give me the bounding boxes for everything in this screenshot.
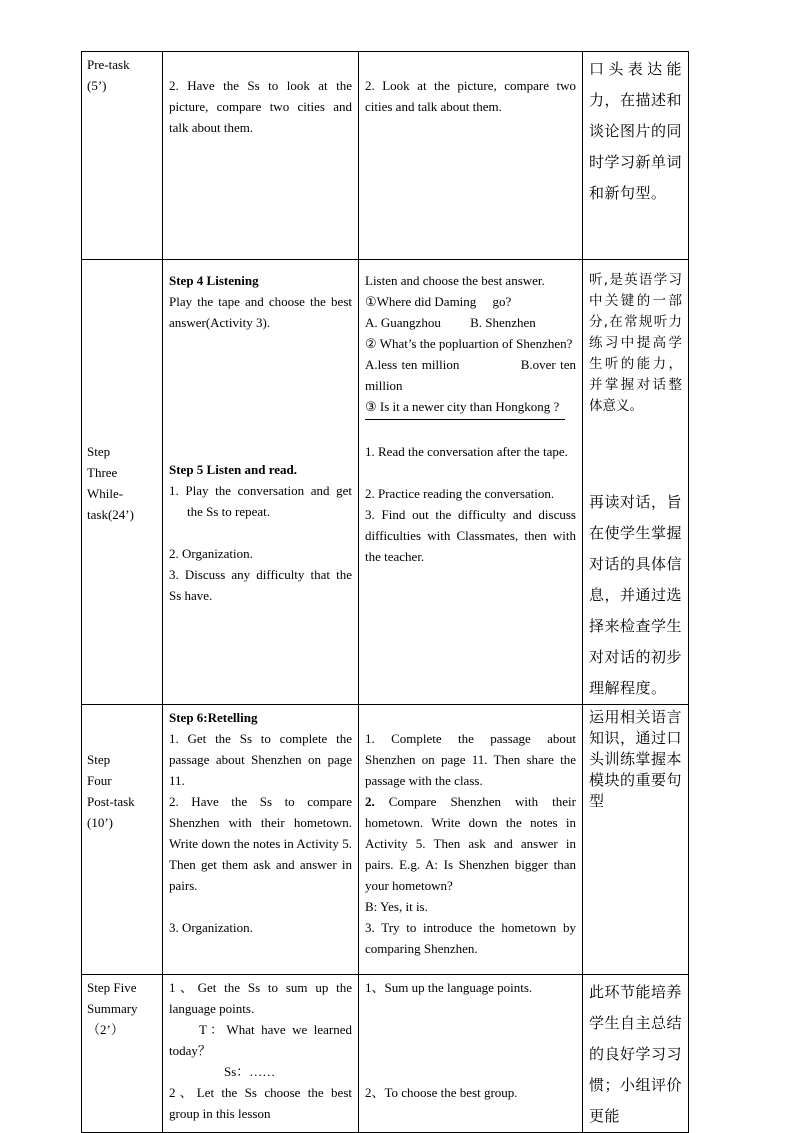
stage-cell (82, 975, 163, 1133)
teacher-activity-cell (163, 260, 359, 705)
dialogue-line: T：What have we learned today？ (169, 1022, 352, 1058)
teacher-activity-item: 3. Discuss any difficulty that the Ss have. (169, 567, 352, 603)
student-activity-item: 2. Practice reading the conversation. (365, 486, 555, 501)
purpose-cell (583, 260, 689, 705)
teacher-activity-text: 2. Have the Ss to look at the picture, compare two cities and talk about them. (169, 78, 352, 135)
teacher-activity-cell (163, 52, 359, 260)
student-activity-cell (359, 52, 583, 260)
dialogue-line: Ss：…… (224, 1064, 276, 1079)
step-title: Step 6:Retelling (169, 710, 258, 725)
teacher-activity-item: 2. Organization. (169, 546, 253, 561)
student-activity-item: 3. Find out the difficulty and discuss difficulties with Classmates, then with the teacher. (365, 507, 576, 564)
student-activity-cell (359, 260, 583, 705)
stage-label: Step (87, 752, 111, 767)
table-row (82, 260, 689, 705)
table-row (82, 975, 689, 1133)
stage-label: Four (87, 773, 112, 788)
teacher-activity-item: 1、Get the Ss to sum up the language points. (169, 980, 352, 1016)
answer-line (365, 419, 565, 420)
item-number: 2. (365, 794, 375, 809)
stage-label: Pre-task (87, 57, 130, 72)
teacher-activity-item: 1. Play the conversation and get the Ss to repeat. (169, 483, 352, 519)
question-options: A.less ten million B.over ten million (365, 357, 580, 393)
teacher-activity-item: 2、Let the Ss choose the best group in this lesson (169, 1085, 352, 1121)
student-activity-item (365, 791, 576, 896)
stage-label: While- (87, 486, 124, 501)
purpose-text: 口头表达能力，在描述和谈论图片的同时学习新单词和新句型。 (589, 60, 683, 202)
item-text: Compare Shenzhen with their hometown. Write down the notes in Activity 5. Then ask and answer in pairs. E.g. A: Is Shenzhen bigger than your hometown? (365, 794, 576, 893)
question: ①Where did Daming go? (365, 294, 512, 309)
stage-time: (5’) (87, 78, 107, 93)
stage-label: Post-task (87, 794, 135, 809)
question-options: A. Guangzhou B. Shenzhen (365, 315, 536, 330)
student-activity-item: 2、To choose the best group. (365, 1085, 518, 1100)
student-activity-cell (359, 975, 583, 1133)
question: ③ Is it a newer city than Hongkong ? (365, 399, 560, 414)
step-title: Step 4 Listening (169, 273, 259, 288)
student-activity-text: 2. Look at the picture, compare two cities and talk about them. (365, 78, 576, 114)
stage-time: (10’) (87, 815, 113, 830)
stage-label: Step (87, 444, 111, 459)
stage-cell (82, 52, 163, 260)
teacher-activity-cell (163, 705, 359, 975)
student-activity-text: Listen and choose the best answer. (365, 273, 545, 288)
stage-label: Step Five (87, 980, 137, 995)
purpose-text: 听,是英语学习中关键的一部分,在常规听力练习中提高学生听的能力，并掌握对话整体意义。 (589, 272, 682, 414)
dialogue-line: B: Yes, it is. (365, 899, 428, 914)
stage-label: Three (87, 465, 118, 480)
stage-label: Summary (87, 1001, 138, 1016)
step-title: Step 5 Listen and read. (169, 462, 297, 477)
lesson-plan-table (81, 51, 689, 1133)
teacher-activity-cell (163, 975, 359, 1133)
table-row (82, 705, 689, 975)
purpose-text: 再读对话，旨在使学生掌握对话的具体信息，并通过选择来检查学生对对话的初步理解程度。 (589, 493, 683, 697)
purpose-text: 运用相关语言知识，通过口头训练掌握本模块的重要句型 (589, 708, 683, 810)
stage-cell (82, 705, 163, 975)
stage-cell (82, 260, 163, 705)
student-activity-cell (359, 705, 583, 975)
student-activity-item: 3. Try to introduce the hometown by comparing Shenzhen. (365, 920, 576, 956)
teacher-activity-item: 2. Have the Ss to compare Shenzhen with their hometown. Write down the notes in Activity 5. Then get them ask and answer in pairs. (169, 794, 352, 893)
teacher-activity-item: 3. Organization. (169, 920, 253, 935)
teacher-activity-text: Play the tape and choose the best answer(Activity 3). (169, 294, 352, 330)
stage-time: task(24’) (87, 507, 134, 522)
purpose-cell (583, 52, 689, 260)
stage-time: （2’） (87, 1022, 124, 1037)
teacher-activity-item: 1. Get the Ss to complete the passage about Shenzhen on page 11. (169, 731, 352, 788)
purpose-cell (583, 705, 689, 975)
student-activity-item: 1、Sum up the language points. (365, 980, 533, 995)
question: ② What’s the popluartion of Shenzhen? (365, 336, 573, 351)
purpose-text: 此环节能培养学生自主总结的良好学习习惯；小组评价更能 (589, 983, 683, 1125)
table-row (82, 52, 689, 260)
student-activity-item: 1. Read the conversation after the tape. (365, 444, 568, 459)
purpose-cell (583, 975, 689, 1133)
student-activity-item: 1. Complete the passage about Shenzhen on page 11. Then share the passage with the class. (365, 731, 576, 788)
